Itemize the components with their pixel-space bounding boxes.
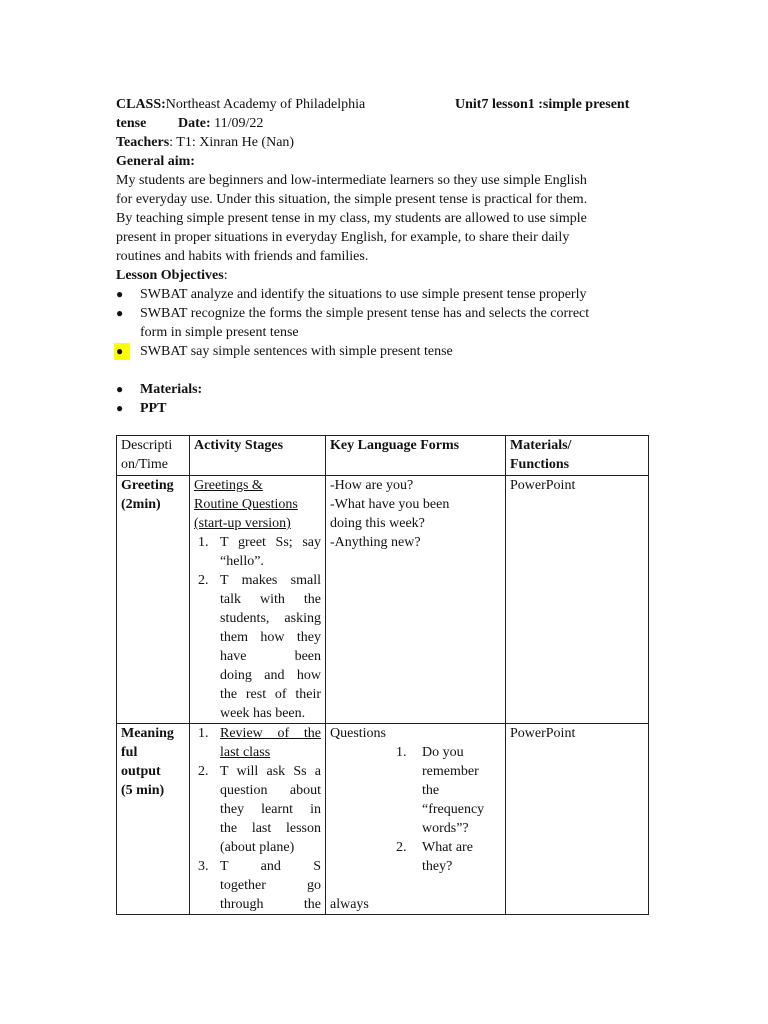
teachers-line (116, 133, 294, 152)
desc-line: (2min) (121, 497, 161, 512)
header-text: Materials/ (510, 438, 572, 453)
step-number: 2. (198, 764, 209, 779)
key-form-line: -Anything new? (330, 535, 421, 550)
step-line: Review of the (220, 726, 321, 741)
key-questions-label: Questions (330, 726, 386, 741)
question-number: 2. (396, 840, 407, 855)
step-line: T makes small (220, 573, 321, 588)
bullet-icon: ● (116, 382, 124, 396)
stage-title-line: Greetings & (194, 478, 263, 493)
key-form-line: -How are you? (330, 478, 414, 493)
row-key-language-forms (326, 724, 506, 915)
aim-line: By teaching simple present tense in my class, my students are allowed to use simple (116, 211, 587, 226)
unit-title: Unit7 lesson1 :simple present (455, 97, 630, 112)
step-line: doing and how (220, 668, 321, 683)
materials-ppt: PPT (140, 401, 167, 416)
list-item (194, 533, 321, 571)
bullet-icon: ● (116, 401, 124, 415)
row-description (117, 476, 190, 724)
list-item (194, 857, 321, 914)
key-form-line: doing this week? (330, 516, 425, 531)
materials-label: Materials: (140, 382, 203, 397)
steps-list (194, 724, 321, 914)
objective-line: SWBAT say simple sentences with simple present tense (140, 344, 453, 359)
step-line: they learnt in (220, 802, 321, 817)
step-line: T will ask Ss a (220, 764, 321, 779)
objective-item (116, 342, 656, 361)
step-line: T greet Ss; say (220, 535, 321, 550)
objectives-colon: : (223, 268, 228, 283)
tense-date-line (116, 114, 146, 133)
table-row (117, 724, 649, 915)
lesson-plan-table (116, 435, 649, 915)
row-activity-stages (190, 724, 326, 915)
step-line: “hello”. (220, 554, 264, 569)
aim-line: routines and habits with friends and families. (116, 249, 369, 264)
objectives-label: Lesson Objectives (116, 268, 224, 283)
aim-line: My students are beginners and low-intermediate learners so they use simple English (116, 173, 587, 188)
question-line: “frequency (422, 802, 485, 817)
header-text: Functions (510, 457, 570, 472)
step-number: 1. (198, 535, 209, 550)
question-line: words”? (422, 821, 469, 836)
list-item (194, 571, 321, 723)
question-line: the (422, 783, 440, 798)
step-line: them how they (220, 630, 321, 645)
question-line: What are (422, 840, 473, 855)
key-form-line: -What have you been (330, 497, 450, 512)
step-line: the rest of their (220, 687, 321, 702)
stage-title-line: (start-up version) (194, 516, 291, 531)
desc-line: output (121, 764, 161, 779)
header-description-time (117, 436, 190, 476)
desc-line: Meaning (121, 726, 174, 741)
row-materials: PowerPoint (506, 724, 649, 915)
header-text: on/Time (121, 457, 168, 472)
step-line: the last lesson (220, 821, 321, 836)
step-line: week has been. (220, 706, 306, 721)
objective-item (116, 304, 656, 342)
list-item (392, 838, 501, 876)
materials-item (116, 399, 656, 418)
class-line (116, 95, 365, 114)
step-line: have been (220, 649, 321, 664)
question-line: remember (422, 764, 479, 779)
bullet-icon: ● (116, 306, 124, 320)
date-line (178, 114, 263, 133)
step-line: talk with the (220, 592, 321, 607)
row-description (117, 724, 190, 915)
objectives-heading (116, 266, 228, 285)
key-form-tail: always (330, 897, 369, 912)
materials-item (116, 380, 656, 399)
objectives-list (116, 285, 656, 361)
table-row (117, 476, 649, 724)
objective-line: SWBAT analyze and identify the situations to use simple present tense properly (140, 287, 587, 302)
question-line: they? (422, 859, 453, 874)
step-line: through the (220, 897, 321, 912)
step-line: students, asking (220, 611, 321, 626)
row-materials: PowerPoint (506, 476, 649, 724)
step-number: 1. (198, 726, 209, 741)
row-key-language-forms (326, 476, 506, 724)
general-aim-label: General aim: (116, 154, 195, 169)
list-item (194, 762, 321, 857)
step-number: 3. (198, 859, 209, 874)
date-label: Date: (178, 116, 211, 131)
teachers-label: Teachers (116, 135, 170, 150)
aim-line: for everyday use. Under this situation, the simple present tense is practical for them. (116, 192, 588, 207)
stage-title-line: Routine Questions (194, 497, 298, 512)
step-line: question about (220, 783, 321, 798)
header-key-language-forms: Key Language Forms (326, 436, 506, 476)
list-item (392, 743, 501, 838)
header-materials-functions (506, 436, 649, 476)
header-activity-stages: Activity Stages (190, 436, 326, 476)
desc-line: Greeting (121, 478, 174, 493)
step-line: last class (220, 745, 271, 760)
list-item (194, 724, 321, 762)
step-number: 2. (198, 573, 209, 588)
date-value: 11/09/22 (214, 116, 264, 131)
class-value: Northeast Academy of Philadelphia (165, 97, 366, 112)
steps-list (194, 533, 321, 723)
question-line: Do you (422, 745, 464, 760)
general-aim-text (116, 171, 656, 266)
questions-list (330, 743, 501, 876)
materials-list (116, 380, 656, 418)
step-line: (about plane) (220, 840, 295, 855)
header-text: Descripti (121, 438, 173, 453)
objective-line: form in simple present tense (140, 325, 299, 340)
class-label: CLASS: (116, 97, 166, 112)
bullet-icon: ● (116, 287, 124, 301)
row-activity-stages (190, 476, 326, 724)
objective-item (116, 285, 656, 304)
desc-line: (5 min) (121, 783, 165, 798)
step-line: together go (220, 878, 321, 893)
desc-line: ful (121, 745, 138, 760)
table-header-row (117, 436, 649, 476)
unit-title-cont: tense (116, 116, 147, 131)
bullet-icon: ● (116, 344, 124, 358)
teachers-value: : T1: Xinran He (Nan) (169, 135, 295, 150)
question-number: 1. (396, 745, 407, 760)
aim-line: present in proper situations in everyday English, for example, to share their daily (116, 230, 570, 245)
objective-line: SWBAT recognize the forms the simple present tense has and selects the correct (140, 306, 590, 321)
step-line: T and S (220, 859, 321, 874)
